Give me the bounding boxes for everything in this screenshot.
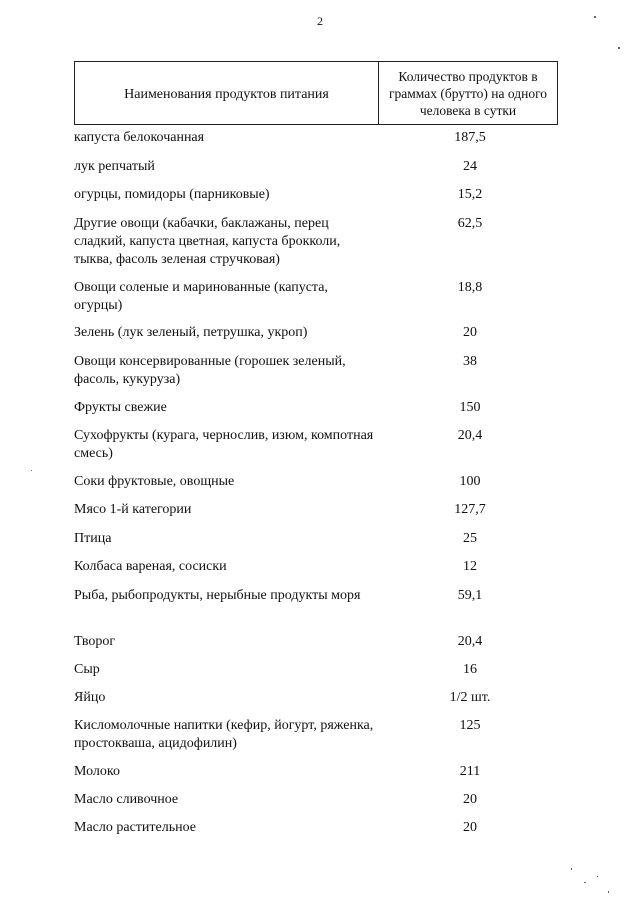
table-row: [74, 558, 558, 576]
product-name: Кисломолочные напитки (кефир, йогурт, ряженка, простокваша, ацидофилин): [74, 718, 374, 751]
product-name: огурцы, помидоры (парниковые): [74, 187, 270, 202]
product-name: Другие овощи (кабачки, баклажаны, перец сладкий, капуста цветная, капуста брокколи, тыква, фасоль зеленая стручковая): [74, 216, 341, 267]
product-quantity: 12: [463, 559, 477, 574]
table-row: [74, 215, 558, 269]
product-quantity: 20,4: [457, 428, 483, 443]
product-name: Колбаса вареная, сосиски: [74, 559, 227, 574]
table-row: [74, 763, 558, 781]
product-quantity: 20: [463, 820, 477, 835]
table-row: [74, 689, 558, 707]
product-name: Птица: [74, 531, 112, 546]
product-quantity: 62,5: [457, 216, 483, 231]
scan-speck: [571, 868, 572, 870]
table-row: [74, 186, 558, 204]
product-name: Зелень (лук зеленый, петрушка, укроп): [74, 325, 308, 340]
table-row: [74, 353, 558, 389]
table-row: [74, 279, 558, 315]
header-product-name: Наименования продуктов питания: [75, 62, 379, 124]
product-quantity: 15,2: [457, 187, 483, 202]
product-name: Яйцо: [74, 690, 106, 705]
product-name: Сыр: [74, 662, 100, 677]
product-quantity: 125: [459, 718, 481, 733]
product-quantity: 187,5: [454, 130, 486, 145]
scan-speck: [608, 891, 609, 893]
product-quantity: 100: [459, 474, 481, 489]
table-row: [74, 427, 558, 463]
product-name: Рыба, рыбопродукты, нерыбные продукты моря: [74, 588, 361, 603]
table-row: [74, 633, 558, 651]
table-row: [74, 661, 558, 679]
product-name: лук репчатый: [74, 159, 155, 174]
product-quantity: 25: [463, 531, 477, 546]
header-quantity: Количество продуктов в граммах (брутто) на одного человека в сутки: [388, 68, 548, 118]
product-quantity: 16: [463, 662, 477, 677]
table-row: [74, 324, 558, 342]
product-name: Овощи соленые и маринованные (капуста, огурцы): [74, 280, 328, 313]
table-row: [74, 399, 558, 417]
table-header: [74, 61, 558, 125]
table-row: [74, 819, 558, 837]
product-quantity: 127,7: [454, 502, 486, 517]
table-row: [74, 501, 558, 519]
table-row: [74, 587, 558, 605]
product-name: Овощи консервированные (горошек зеленый, фасоль, кукуруза): [74, 354, 346, 387]
product-name: Масло сливочное: [74, 792, 179, 807]
product-quantity: 211: [459, 764, 481, 779]
product-name: Фрукты свежие: [74, 400, 167, 415]
table-row: [74, 717, 558, 753]
page-number: 2: [317, 14, 323, 28]
scan-speck: [594, 16, 596, 18]
product-name: Молоко: [74, 764, 120, 779]
table-row: [74, 129, 558, 147]
scan-speck: [584, 882, 586, 883]
scan-speck: [31, 470, 32, 471]
table-row: [74, 530, 558, 548]
scan-speck: [618, 47, 620, 49]
product-quantity: 1/2 шт.: [449, 690, 491, 705]
product-name: Масло растительное: [74, 820, 196, 835]
table-row: [74, 791, 558, 809]
table-row: [74, 473, 558, 491]
product-name: капуста белокочанная: [74, 130, 205, 145]
product-name: Соки фруктовые, овощные: [74, 474, 235, 489]
table-row: [74, 158, 558, 176]
product-quantity: 20: [463, 325, 477, 340]
scan-speck: [597, 876, 598, 877]
product-quantity: 59,1: [457, 588, 483, 603]
product-name: Сухофрукты (курага, чернослив, изюм, компотная смесь): [74, 428, 374, 461]
product-name: Творог: [74, 634, 116, 649]
product-quantity: 24: [463, 159, 477, 174]
product-quantity: 20,4: [457, 634, 483, 649]
product-quantity: 150: [459, 400, 481, 415]
product-quantity: 38: [463, 354, 477, 369]
product-quantity: 20: [463, 792, 477, 807]
product-name: Мясо 1-й категории: [74, 502, 192, 517]
product-quantity: 18,8: [457, 280, 483, 295]
